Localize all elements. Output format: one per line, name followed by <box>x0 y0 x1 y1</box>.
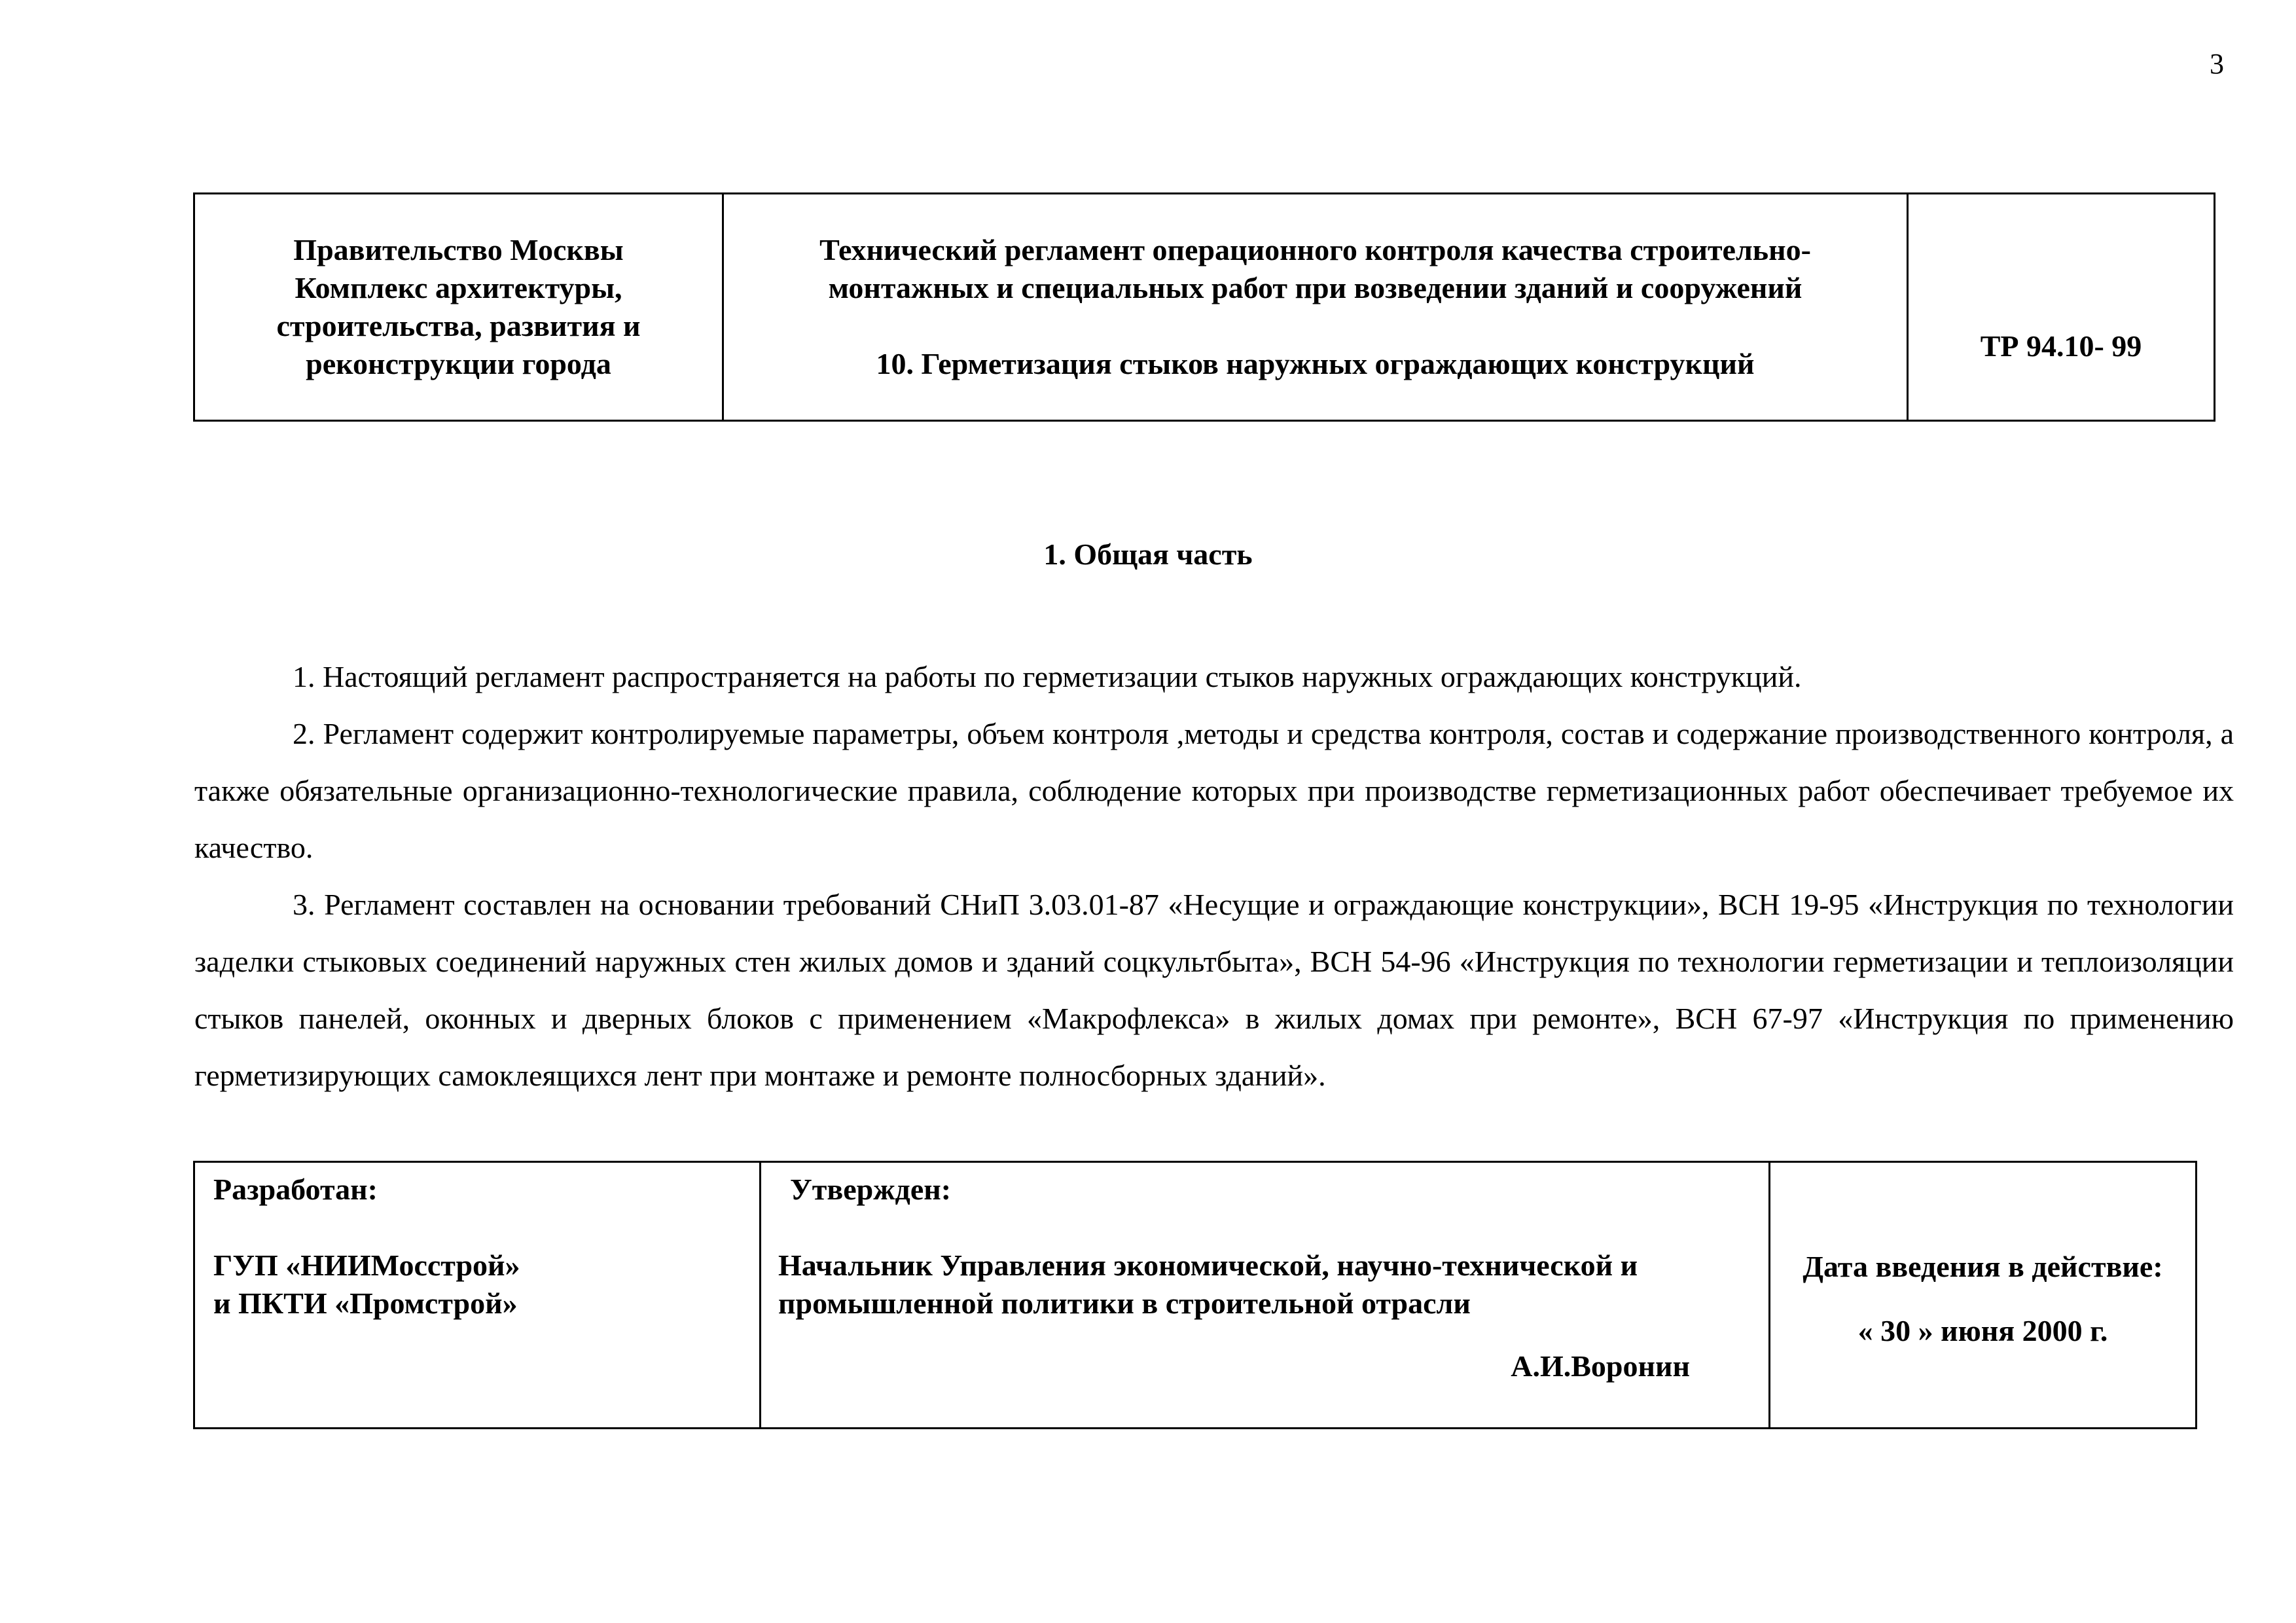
approved-by-cell <box>761 1163 1770 1427</box>
document-body <box>194 648 2234 1104</box>
org-line: Комплекс архитектуры, <box>295 271 622 304</box>
approver-line: промышленной политики в строительной отрасли <box>778 1286 1471 1320</box>
org-line: Правительство Москвы <box>293 233 624 266</box>
signatory-name: А.И.Воронин <box>1511 1349 1690 1383</box>
paragraph-2: 2. Регламент содержит контролируемые параметры, объем контроля ,методы и средства контроля, состав и содержание производственного контроля, а также обязательные организационно-технологические правила, соблюдение которых при производстве герметизационных работ обеспечивает требуемое их качество. <box>194 717 2234 864</box>
org-line: строительства, развития и <box>276 309 641 342</box>
approver-line: Начальник Управления экономической, научно-технической и <box>778 1249 1638 1282</box>
header-organization <box>195 194 724 420</box>
page-number: 3 <box>2210 48 2224 80</box>
effective-date-cell <box>1770 1163 2195 1427</box>
paragraph-1: 1. Настоящий регламент распространяется на работы по герметизации стыков наружных ограждающих конструкций. <box>293 660 1802 693</box>
developer-line: и ПКТИ «Промстрой» <box>213 1286 518 1320</box>
developer-line: ГУП «НИИМосстрой» <box>213 1249 520 1282</box>
header-title <box>724 194 1909 420</box>
approval-table <box>193 1161 2197 1429</box>
section-heading: 1. Общая часть <box>1043 538 1253 571</box>
paragraph-3: 3. Регламент составлен на основании требований СНиП 3.03.01-87 «Несущие и ограждающие конструкции», ВСН 19-95 «Инструкция по технологии заделки стыковых соединений наружных стен жилых домов и зданий соцкультбыта», ВСН 54-96 «Инструкция по технологии герметизации и теплоизоляции стыков панелей, оконных и дверных блоков с применением «Макрофлекса» в жилых домах при ремонте», ВСН 67-97 «Инструкция по применению герметизирующих самоклеящихся лент при монтаже и ремонте полносборных зданий». <box>194 888 2234 1092</box>
org-line: реконструкции города <box>306 347 611 380</box>
document-subtitle: 10. Герметизация стыков наружных ограждающих конструкций <box>876 347 1755 380</box>
title-line: монтажных и специальных работ при возведении зданий и сооружений <box>828 271 1803 304</box>
approved-label: Утвержден: <box>790 1173 952 1206</box>
document-header-table <box>193 192 2215 422</box>
effective-date-value: « 30 » июня 2000 г. <box>1857 1314 2108 1347</box>
developed-by-cell <box>195 1163 761 1427</box>
effective-date-label: Дата введения в действие: <box>1803 1250 2163 1283</box>
developed-label: Разработан: <box>213 1173 378 1206</box>
title-line: Технический регламент операционного контроля качества строительно- <box>819 233 1811 266</box>
document-code: ТР 94.10- 99 <box>1980 329 2142 363</box>
